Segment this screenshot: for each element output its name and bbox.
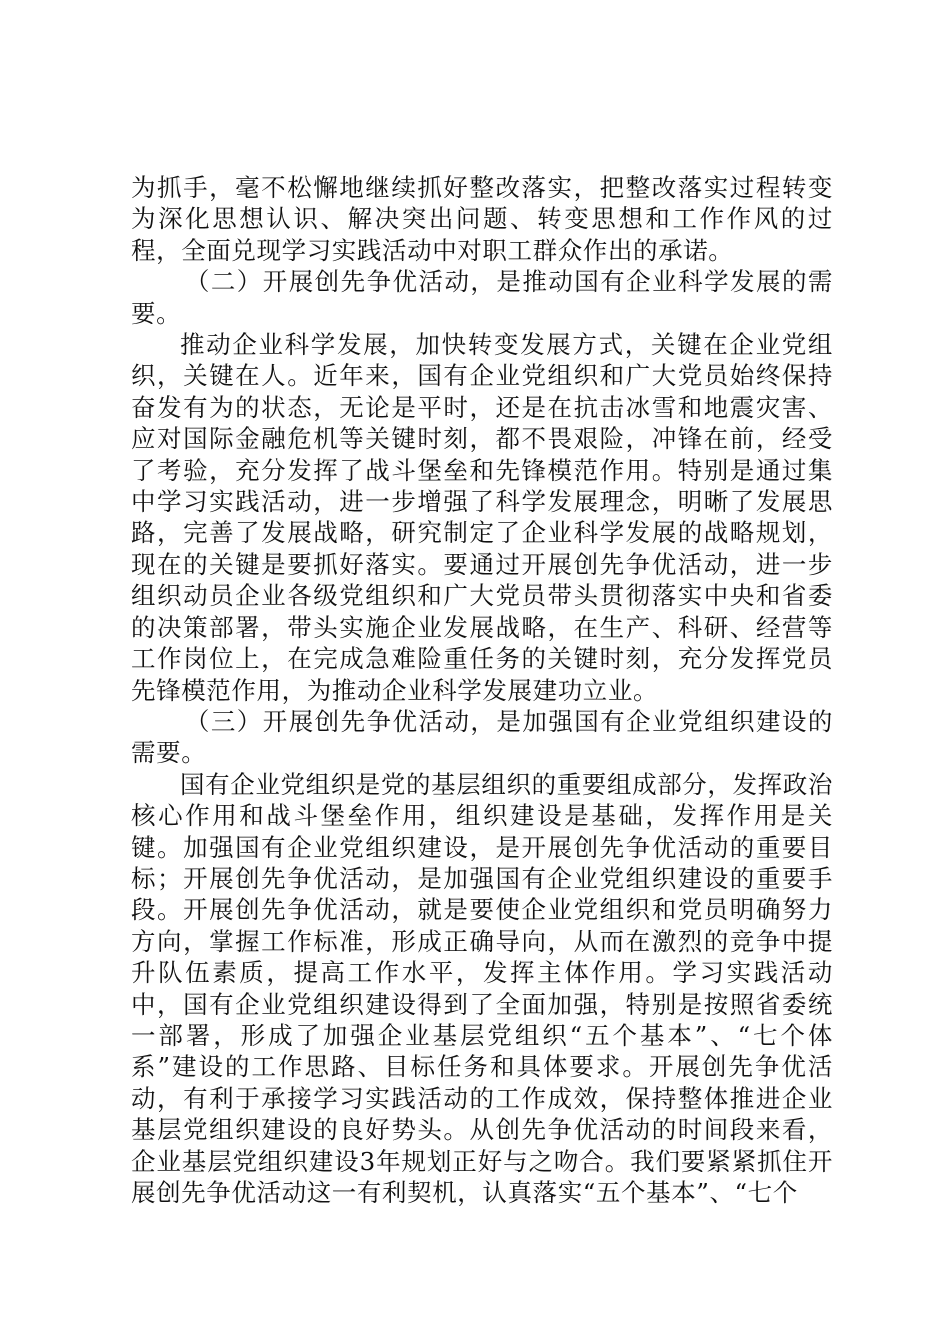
section-heading-2: （二）开展创先争优活动，是推动国有企业科学发展的需要。 <box>131 267 833 328</box>
paragraph-continuation: 为抓手，毫不松懈地继续抓好整改落实，把整改落实过程转变为深化思想认识、解决突出问题、转变思想和工作作风的过程，全面兑现学习实践活动中对职工群众作出的承诺。 <box>131 173 833 265</box>
paragraph-body: 推动企业科学发展，加快转变发展方式，关键在企业党组织，关键在人。近年来，国有企业党组织和广大党员始终保持奋发有为的状态，无论是平时，还是在抗击冰雪和地震灾害、应对国际金融危机等关键时刻，都不畏艰险，冲锋在前，经受了考验，充分发挥了战斗堡垒和先锋模范作用。特别是通过集中学习实践活动，进一步增强了科学发展理念，明晰了发展思路，完善了发展战略，研究制定了企业科学发展的战略规划，现在的关键是要抓好落实。要通过开展创先争优活动，进一步组织动员企业各级党组织和广大党员带头贯彻落实中央和省委的决策部署，带头实施企业发展战略，在生产、科研、经营等工作岗位上，在完成急难险重任务的关键时刻，充分发挥党员先锋模范作用，为推动企业科学发展建功立业。 <box>131 330 833 705</box>
section-heading-3: （三）开展创先争优活动，是加强国有企业党组织建设的需要。 <box>131 706 833 768</box>
paragraph-body: 国有企业党组织是党的基层组织的重要组成部分，发挥政治核心作用和战斗堡垒作用，组织建设是基础，发挥作用是关键。加强国有企业党组织建设，是开展创先争优活动的重要目标；开展创先争优活动，是加强国有企业党组织建设的重要手段。开展创先争优活动，就是要使企业党组织和党员明确努力方向，掌握工作标准，形成正确导向，从而在激烈的竞争中提升队伍素质，提高工作水平，发挥主体作用。学习实践活动中，国有企业党组织建设得到了全面加强，特别是按照省委统一部署，形成了加强企业基层党组织“五个基本”、“七个体系”建设的工作思路、目标任务和具体要求。开展创先争优活动，有利于承接学习实践活动的工作成效，保持整体推进企业基层党组织建设的良好势头。从创先争优活动的时间段来看，企业基层党组织建设3年规划正好与之吻合。我们要紧紧抓住开展创先争优活动这一有利契机，认真落实“五个基本”、“七个 <box>131 769 833 1207</box>
document-body <box>131 172 833 1208</box>
